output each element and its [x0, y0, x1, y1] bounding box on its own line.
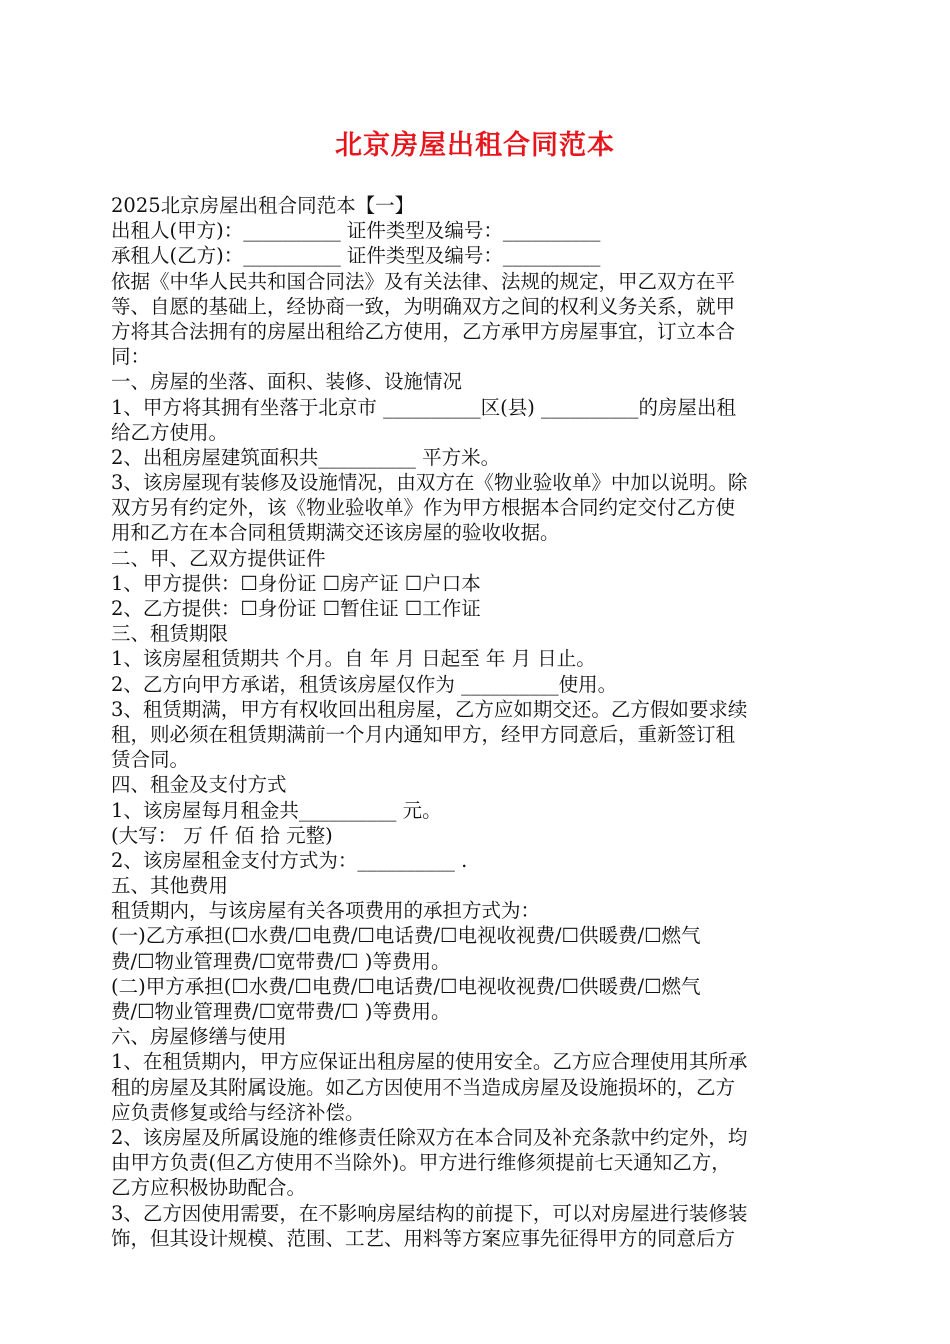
text-line: 租的房屋及其附属设施。如乙方因使用不当造成房屋及设施损坏的，乙方 — [111, 1075, 736, 1099]
text-line: 1、在租赁期内，甲方应保证出租房屋的使用安全。乙方应合理使用其所承 — [111, 1050, 748, 1074]
section-heading: 二、甲、乙双方提供证件 — [111, 546, 326, 570]
text-line: 租赁期内，与该房屋有关各项费用的承担方式为： — [111, 899, 541, 923]
text-line: 3、乙方因使用需要，在不影响房屋结构的前提下，可以对房屋进行装修装 — [111, 1201, 748, 1225]
text-line: 1、该房屋租赁期共 个月。自 年 月 日起至 年 月 日止。 — [111, 647, 596, 671]
text-line: 用和乙方在本合同租赁期满交还该房屋的验收收据。 — [111, 521, 560, 545]
text-line: 出租人(甲方)：__________ 证件类型及编号：__________ — [111, 219, 601, 243]
text-line: 2、出租房屋建筑面积共__________ 平方米。 — [111, 445, 501, 469]
text-line: 双方另有约定外，该《物业验收单》作为甲方根据本合同约定交付乙方使 — [111, 496, 736, 520]
text-line: 1、甲方将其拥有坐落于北京市 __________区(县) __________的房屋出租 — [111, 395, 737, 419]
text-line: (二)甲方承担(☐水费/☐电费/☐电话费/☐电视收视费/☐供暖费/☐燃气 — [111, 974, 701, 998]
text-line: 饰，但其设计规模、范围、工艺、用料等方案应事先征得甲方的同意后方 — [111, 1226, 736, 1250]
text-line: 方将其合法拥有的房屋出租给乙方使用，乙方承甲方房屋事宜，订立本合 — [111, 319, 736, 343]
text-line: 承租人(乙方)：__________ 证件类型及编号：__________ — [111, 244, 601, 268]
text-line: 等、自愿的基础上，经协商一致，为明确双方之间的权利义务关系，就甲 — [111, 294, 736, 318]
text-line: (一)乙方承担(☐水费/☐电费/☐电话费/☐电视收视费/☐供暖费/☐燃气 — [111, 924, 701, 948]
document-body — [111, 193, 841, 1251]
text-line: 1、甲方提供：☐身份证 ☐房产证 ☐户口本 — [111, 571, 481, 595]
text-line: (大写： 万 仟 佰 拾 元整) — [111, 823, 333, 847]
text-line: 应负责修复或给与经济补偿。 — [111, 1100, 365, 1124]
section-heading: 四、租金及支付方式 — [111, 773, 287, 797]
text-line: 由甲方负责(但乙方使用不当除外)。甲方进行维修须提前七天通知乙方， — [111, 1151, 731, 1175]
section-heading: 六、房屋修缮与使用 — [111, 1025, 287, 1049]
document-title: 北京房屋出租合同范本 — [335, 130, 615, 161]
text-line: 乙方应积极协助配合。 — [111, 1176, 307, 1200]
text-line: 租，则必须在租赁期满前一个月内通知甲方，经甲方同意后，重新签订租 — [111, 722, 736, 746]
section-heading: 五、其他费用 — [111, 874, 229, 898]
text-line: 同： — [111, 345, 151, 369]
text-line: 1、该房屋每月租金共__________ 元。 — [111, 798, 442, 822]
text-line: 费/☐物业管理费/☐宽带费/☐ )等费用。 — [111, 1000, 451, 1023]
section-heading: 一、房屋的坐落、面积、装修、设施情况 — [111, 370, 463, 394]
section-heading: 三、租赁期限 — [111, 622, 229, 646]
text-line: 2025北京房屋出租合同范本【一】 — [111, 194, 415, 217]
text-line: 赁合同。 — [111, 748, 190, 772]
text-line: 费/☐物业管理费/☐宽带费/☐ )等费用。 — [111, 949, 451, 973]
text-line: 2、乙方向甲方承诺，租赁该房屋仅作为 __________使用。 — [111, 672, 618, 696]
text-line: 3、该房屋现有装修及设施情况，由双方在《物业验收单》中加以说明。除 — [111, 471, 748, 495]
text-line: 2、乙方提供：☐身份证 ☐暂住证 ☐工作证 — [111, 597, 481, 620]
text-line: 2、该房屋及所属设施的维修责任除双方在本合同及补充条款中约定外，均 — [111, 1125, 748, 1149]
text-line: 给乙方使用。 — [111, 420, 229, 444]
text-line: 3、租赁期满，甲方有权收回出租房屋，乙方应如期交还。乙方假如要求续 — [111, 697, 748, 721]
text-line: 依据《中华人民共和国合同法》及有关法律、法规的规定，甲乙双方在平 — [111, 269, 736, 293]
text-line: 2、该房屋租金支付方式为：__________ . — [111, 848, 468, 872]
